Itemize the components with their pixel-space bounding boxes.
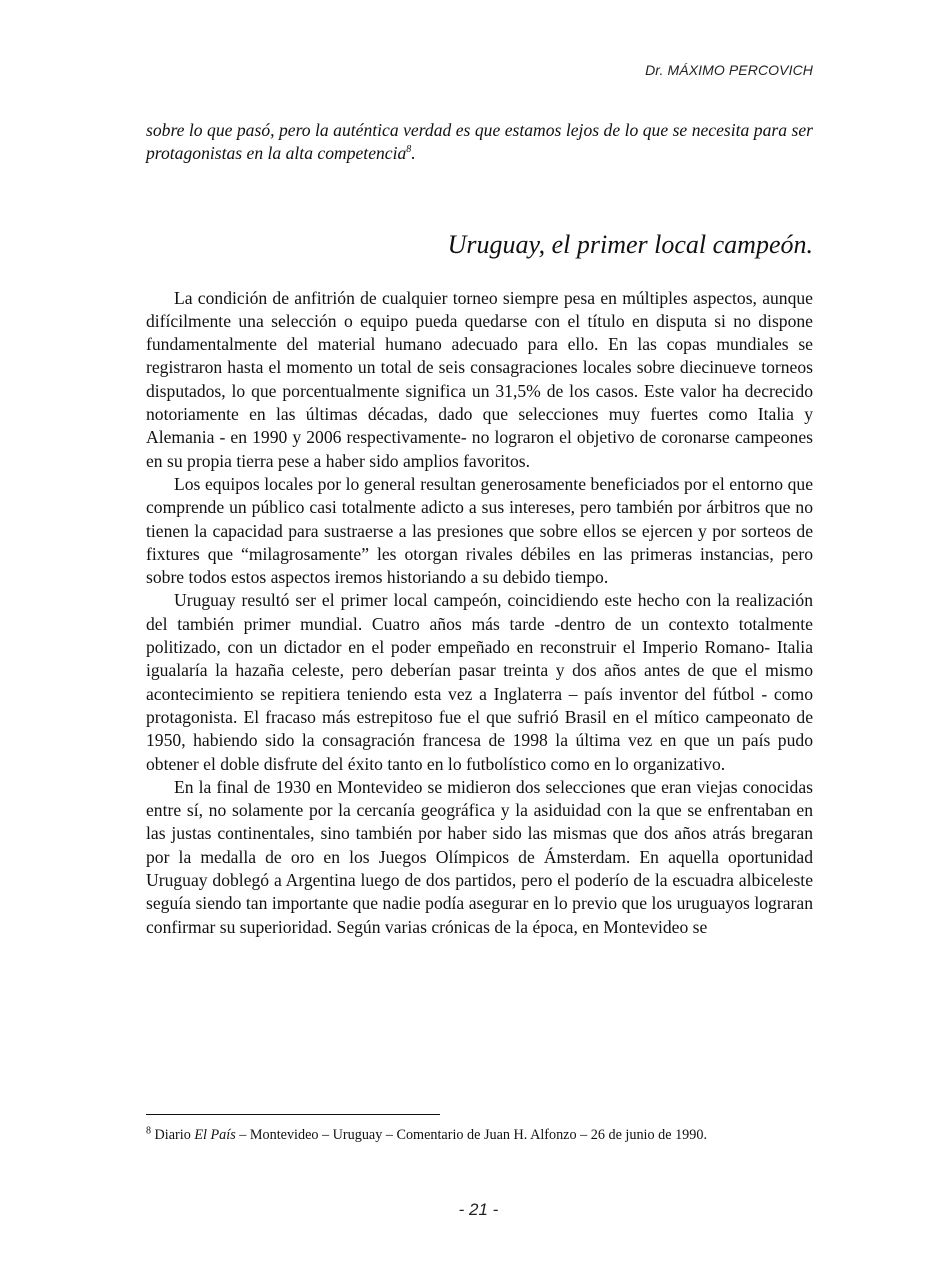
- intro-end-punctuation: .: [411, 143, 416, 164]
- running-header-author: Dr. MÁXIMO PERCOVICH: [645, 62, 813, 78]
- page-number: - 21 -: [458, 1200, 499, 1219]
- body-paragraph-1: La condición de anfitrión de cualquier torneo siempre pesa en múltiples aspectos, aunque difícilmente una selección o equipo pueda quedarse con el título en disputa si no dispone fundamentalmente del material humano adecuado para ello. En las copas mundiales se registraron hasta el momento un total de seis consagraciones locales sobre diecinueve torneos disputados, lo que porcentualmente significa un 31,5% de los casos. Este valor ha decrecido notoriamente en las últimas décadas, dado que selecciones muy fuertes como Italia y Alemania - en 1990 y 2006 respectivamente- no lograron el objetivo de coronarse campeones en su propia tierra pese a haber sido amplios favoritos.: [146, 287, 813, 471]
- footnote: [146, 1126, 826, 1144]
- body-paragraph-2: Los equipos locales por lo general resultan generosamente beneficiados por el entorno que comprende un público casi totalmente adicto a sus intereses, pero también por árbitros que no tienen la capacidad para sustraerse a las presiones que sobre ellos se ejercen y por sorteos de fixtures que “milagrosamente” les otorgan rivales débiles en las primeras instancias, pero sobre todos estos aspectos iremos historiando a su debido tiempo.: [146, 473, 813, 588]
- footnote-source: El País: [194, 1127, 236, 1143]
- footnote-prefix: Diario: [154, 1127, 191, 1143]
- footnote-reference[interactable]: 8: [406, 144, 412, 156]
- body-paragraph-3: Uruguay resultó ser el primer local campeón, coincidiendo este hecho con la realización del también primer mundial. Cuatro años más tarde -dentro de un contexto totalmente politizado, con un dictador en el poder empeñado en reconstruir el Imperio Romano- Italia igualaría la hazaña celeste, pero deberían pasar treinta y dos años antes de que el mismo acontecimiento se repitiera teniendo esta vez a Inglaterra – país inventor del fútbol - como protagonista. El fracaso más estrepitoso fue el que sufrió Brasil en el mítico campeonato de 1950, habiendo sido la consagración francesa de 1998 la última vez en que un país pudo obtener el doble disfrute del éxito tanto en lo futbolístico como en lo organizativo.: [146, 590, 813, 774]
- intro-paragraph: [146, 119, 813, 166]
- footnote-details: – Montevideo – Uruguay – Comentario de Juan H. Alfonzo – 26 de junio de 1990.: [239, 1127, 707, 1143]
- footnote-divider: [146, 1114, 440, 1115]
- footnote-number: 8: [146, 1125, 151, 1137]
- body-paragraph-4: En la final de 1930 en Montevideo se midieron dos selecciones que eran viejas conocidas entre sí, no solamente por la cercanía geográfica y la asiduidad con la que se enfrentaban en las justas continentales, sino también por haber sido las mismas que dos años atrás bregaran por la medalla de oro en los Juegos Olímpicos de Ámsterdam. En aquella oportunidad Uruguay doblegó a Argentina luego de dos partidos, pero el poderío de la escuadra albiceleste seguía siendo tan importante que nadie podía asegurar en lo previo que los uruguayos lograran confirmar su superioridad. Según varias crónicas de la época, en Montevideo se: [146, 776, 813, 937]
- page-body: [146, 119, 813, 939]
- intro-text: sobre lo que pasó, pero la auténtica verdad es que estamos lejos de lo que se necesita para ser protagonistas en la alta competencia: [146, 120, 813, 164]
- section-title: Uruguay, el primer local campeón.: [447, 229, 813, 259]
